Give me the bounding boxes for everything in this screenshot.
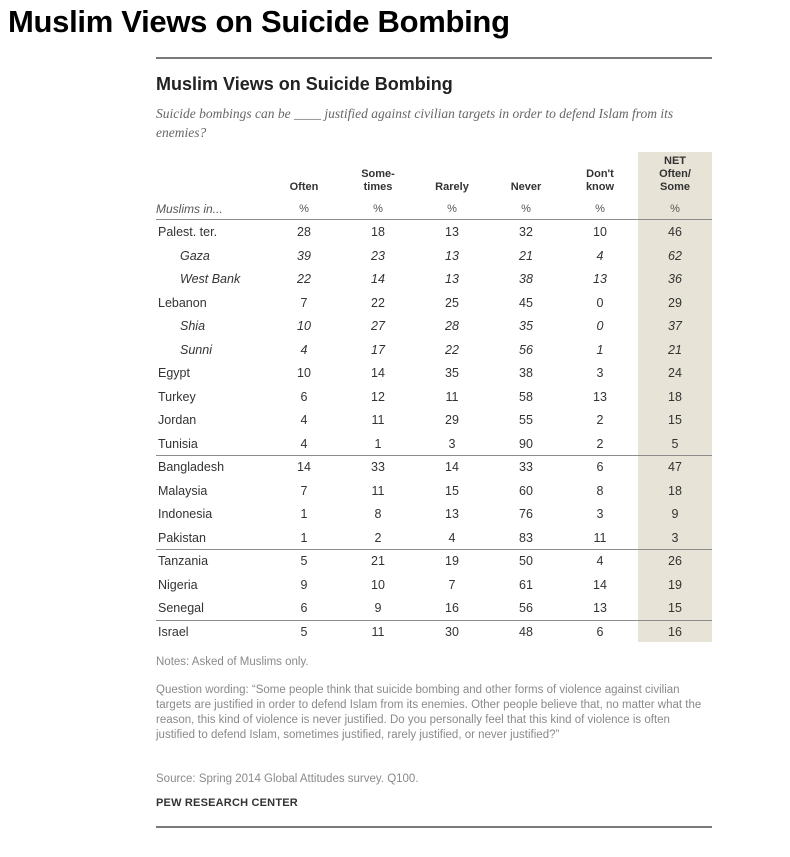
cell-often: 4 bbox=[300, 436, 308, 451]
table-row bbox=[0, 504, 790, 526]
cell-never: 55 bbox=[519, 413, 533, 427]
cell-net: 37 bbox=[668, 319, 682, 333]
cell-dont_know: 3 bbox=[596, 507, 604, 521]
cell-dont_know: 1 bbox=[596, 342, 604, 357]
table-row bbox=[0, 222, 790, 244]
table-row bbox=[0, 269, 790, 291]
chart-title: Muslim Views on Suicide Bombing bbox=[156, 74, 453, 94]
table-row bbox=[0, 387, 790, 409]
notes: Notes: Asked of Muslims only. bbox=[156, 656, 309, 668]
cell-sometimes: 21 bbox=[371, 554, 385, 568]
cell-sometimes: 9 bbox=[374, 601, 382, 615]
row-label: Nigeria bbox=[158, 577, 198, 592]
row-label: Tunisia bbox=[158, 436, 198, 451]
percent-unit: % bbox=[373, 203, 383, 215]
table-row bbox=[0, 410, 790, 432]
cell-often: 39 bbox=[297, 248, 311, 263]
cell-dont_know: 13 bbox=[593, 601, 607, 615]
cell-rarely: 4 bbox=[448, 530, 456, 545]
row-label: Egypt bbox=[158, 366, 190, 380]
column-header-line: Often/ bbox=[659, 168, 691, 180]
cell-dont_know: 14 bbox=[593, 577, 607, 592]
cell-rarely: 28 bbox=[445, 319, 459, 333]
cell-sometimes: 33 bbox=[371, 460, 385, 474]
cell-never: 21 bbox=[519, 248, 533, 263]
cell-dont_know: 13 bbox=[593, 272, 607, 286]
cell-net: 24 bbox=[668, 366, 682, 380]
percent-unit: % bbox=[670, 203, 680, 215]
cell-rarely: 29 bbox=[445, 413, 459, 427]
cell-never: 50 bbox=[519, 554, 533, 568]
cell-net: 26 bbox=[668, 554, 682, 568]
cell-often: 10 bbox=[297, 319, 311, 333]
source: Source: Spring 2014 Global Attitudes survey. Q100. bbox=[156, 773, 419, 785]
cell-net: 5 bbox=[671, 436, 679, 451]
row-label: Bangladesh bbox=[158, 460, 225, 474]
pew-credit: PEW RESEARCH CENTER bbox=[156, 797, 298, 809]
cell-often: 7 bbox=[300, 295, 308, 310]
row-label: Pakistan bbox=[158, 530, 206, 545]
percent-unit: % bbox=[299, 203, 309, 215]
column-header-line: Rarely bbox=[435, 181, 469, 193]
table-row bbox=[0, 622, 790, 644]
cell-dont_know: 2 bbox=[596, 436, 604, 451]
column-header-line: know bbox=[585, 181, 615, 193]
table-row bbox=[0, 363, 790, 385]
table-row bbox=[0, 316, 790, 338]
cell-net: 46 bbox=[668, 225, 682, 239]
cell-often: 4 bbox=[300, 342, 308, 357]
cell-never: 56 bbox=[519, 601, 533, 615]
cell-net: 19 bbox=[668, 577, 682, 592]
bottom-rule bbox=[156, 826, 712, 828]
survey-question: Suicide bombings can be ____ justified against civilian targets in order to defend Islam from its enemies? bbox=[156, 106, 674, 140]
cell-sometimes: 2 bbox=[374, 530, 382, 545]
group-divider bbox=[156, 549, 712, 550]
table-row bbox=[0, 293, 790, 315]
row-label: Tanzania bbox=[158, 554, 209, 568]
cell-dont_know: 3 bbox=[596, 366, 604, 380]
cell-never: 38 bbox=[519, 366, 533, 380]
cell-rarely: 13 bbox=[445, 225, 459, 239]
cell-sometimes: 8 bbox=[374, 507, 382, 521]
cell-dont_know: 6 bbox=[596, 624, 604, 639]
cell-rarely: 25 bbox=[445, 295, 459, 310]
cell-often: 7 bbox=[300, 483, 308, 498]
column-header-line: Some bbox=[660, 181, 690, 193]
cell-never: 35 bbox=[519, 319, 533, 333]
cell-never: 76 bbox=[519, 507, 533, 521]
cell-rarely: 13 bbox=[445, 507, 459, 521]
cell-rarely: 11 bbox=[445, 389, 459, 404]
cell-sometimes: 14 bbox=[371, 272, 385, 286]
percent-unit: % bbox=[595, 203, 605, 215]
cell-rarely: 35 bbox=[445, 366, 459, 380]
cell-never: 48 bbox=[519, 624, 533, 639]
cell-never: 83 bbox=[519, 530, 533, 545]
row-label: Senegal bbox=[158, 601, 204, 615]
row-label: Jordan bbox=[158, 413, 197, 427]
cell-sometimes: 14 bbox=[371, 366, 385, 380]
cell-never: 61 bbox=[519, 577, 533, 592]
cell-often: 4 bbox=[300, 413, 308, 427]
column-header-line: Often bbox=[289, 181, 319, 193]
percent-unit: % bbox=[447, 203, 457, 215]
cell-never: 90 bbox=[519, 436, 533, 451]
column-header-line: Don't bbox=[586, 168, 614, 180]
cell-sometimes: 18 bbox=[371, 225, 385, 239]
cell-net: 36 bbox=[668, 272, 682, 286]
column-header-line: Never bbox=[510, 181, 542, 193]
cell-dont_know: 8 bbox=[596, 483, 604, 498]
cell-often: 10 bbox=[297, 366, 311, 380]
cell-sometimes: 22 bbox=[371, 295, 385, 310]
cell-dont_know: 2 bbox=[596, 413, 604, 427]
cell-dont_know: 4 bbox=[596, 248, 604, 263]
table-row bbox=[0, 457, 790, 479]
column-header-line: Some- bbox=[361, 168, 395, 180]
cell-never: 38 bbox=[519, 272, 533, 286]
cell-never: 32 bbox=[519, 225, 533, 239]
column-header-line: times bbox=[363, 181, 393, 193]
cell-net: 15 bbox=[668, 413, 682, 427]
cell-often: 9 bbox=[300, 577, 308, 592]
table-row bbox=[0, 434, 790, 456]
cell-often: 6 bbox=[300, 389, 308, 404]
cell-net: 29 bbox=[668, 295, 682, 310]
cell-rarely: 22 bbox=[445, 342, 459, 357]
cell-dont_know: 10 bbox=[593, 225, 607, 239]
column-header-sometimes bbox=[343, 168, 413, 194]
row-label: Malaysia bbox=[158, 483, 208, 498]
header-divider bbox=[156, 219, 712, 220]
cell-sometimes: 1 bbox=[374, 436, 382, 451]
row-label: Shia bbox=[180, 319, 206, 333]
table-row bbox=[0, 528, 790, 550]
page-title: Muslim Views on Suicide Bombing bbox=[8, 4, 510, 39]
cell-net: 3 bbox=[671, 530, 679, 545]
cell-rarely: 13 bbox=[445, 272, 459, 286]
cell-net: 18 bbox=[668, 389, 682, 404]
cell-never: 33 bbox=[519, 460, 533, 474]
cell-rarely: 7 bbox=[448, 577, 456, 592]
row-label: Turkey bbox=[158, 389, 196, 404]
row-label: Indonesia bbox=[158, 507, 213, 521]
cell-net: 16 bbox=[668, 624, 682, 639]
cell-net: 21 bbox=[668, 342, 682, 357]
row-label: Sunni bbox=[180, 342, 212, 357]
cell-net: 47 bbox=[668, 460, 682, 474]
cell-sometimes: 12 bbox=[371, 389, 385, 404]
row-label: Palest. ter. bbox=[158, 225, 218, 239]
cell-often: 6 bbox=[300, 601, 308, 615]
cell-rarely: 15 bbox=[445, 483, 459, 498]
cell-rarely: 14 bbox=[445, 460, 459, 474]
top-rule bbox=[156, 57, 712, 59]
table-row bbox=[0, 598, 790, 620]
percent-unit: % bbox=[521, 203, 531, 215]
row-label: West Bank bbox=[180, 272, 241, 286]
cell-sometimes: 23 bbox=[371, 248, 385, 263]
column-header-net bbox=[640, 155, 710, 194]
cell-dont_know: 13 bbox=[593, 389, 607, 404]
cell-often: 28 bbox=[297, 225, 311, 239]
column-header-line: NET bbox=[664, 155, 686, 167]
cell-dont_know: 11 bbox=[593, 530, 607, 545]
row-label: Israel bbox=[158, 624, 189, 639]
cell-rarely: 3 bbox=[448, 436, 456, 451]
cell-sometimes: 11 bbox=[371, 624, 385, 639]
cell-rarely: 13 bbox=[445, 248, 459, 263]
cell-net: 9 bbox=[671, 507, 679, 521]
cell-rarely: 30 bbox=[445, 624, 459, 639]
cell-dont_know: 4 bbox=[596, 554, 604, 568]
table-row bbox=[0, 551, 790, 573]
cell-often: 1 bbox=[300, 507, 308, 521]
cell-sometimes: 11 bbox=[371, 483, 385, 498]
cell-often: 5 bbox=[300, 554, 308, 568]
column-header-never bbox=[491, 181, 561, 194]
cell-rarely: 16 bbox=[445, 601, 459, 615]
cell-sometimes: 10 bbox=[371, 577, 385, 592]
cell-never: 60 bbox=[519, 483, 533, 498]
table-row bbox=[0, 340, 790, 362]
cell-sometimes: 11 bbox=[371, 413, 385, 427]
row-label: Lebanon bbox=[158, 295, 207, 310]
table-row bbox=[0, 575, 790, 597]
column-header-dont_know bbox=[565, 168, 635, 194]
row-label: Gaza bbox=[180, 248, 210, 263]
question-wording: Question wording: “Some people think that suicide bombing and other forms of violence against civilian targets are justified in order to defend Islam from its enemies. Other people believe that, no matter what the reason, this kind of violence is never justified. Do you personally feel that this kind of violence is often justified to defend Islam, sometimes justified, rarely justified, or never justified?” bbox=[156, 684, 702, 741]
cell-dont_know: 6 bbox=[596, 460, 604, 474]
column-header-rarely bbox=[417, 181, 487, 194]
group-divider bbox=[156, 620, 712, 621]
cell-often: 14 bbox=[297, 460, 311, 474]
group-divider bbox=[156, 455, 712, 456]
cell-never: 56 bbox=[519, 342, 533, 357]
table-row bbox=[0, 246, 790, 268]
cell-never: 45 bbox=[519, 295, 533, 310]
cell-dont_know: 0 bbox=[596, 295, 604, 310]
cell-sometimes: 27 bbox=[371, 319, 385, 333]
table-row bbox=[0, 481, 790, 503]
column-header-often bbox=[269, 181, 339, 194]
row-header-label: Muslims in... bbox=[156, 202, 223, 216]
cell-often: 22 bbox=[297, 272, 311, 286]
cell-net: 62 bbox=[668, 248, 682, 263]
cell-never: 58 bbox=[519, 389, 533, 404]
cell-dont_know: 0 bbox=[596, 319, 604, 333]
cell-often: 1 bbox=[300, 530, 308, 545]
cell-often: 5 bbox=[300, 624, 308, 639]
cell-rarely: 19 bbox=[445, 554, 459, 568]
cell-net: 18 bbox=[668, 483, 682, 498]
cell-sometimes: 17 bbox=[371, 342, 385, 357]
cell-net: 15 bbox=[668, 601, 682, 615]
